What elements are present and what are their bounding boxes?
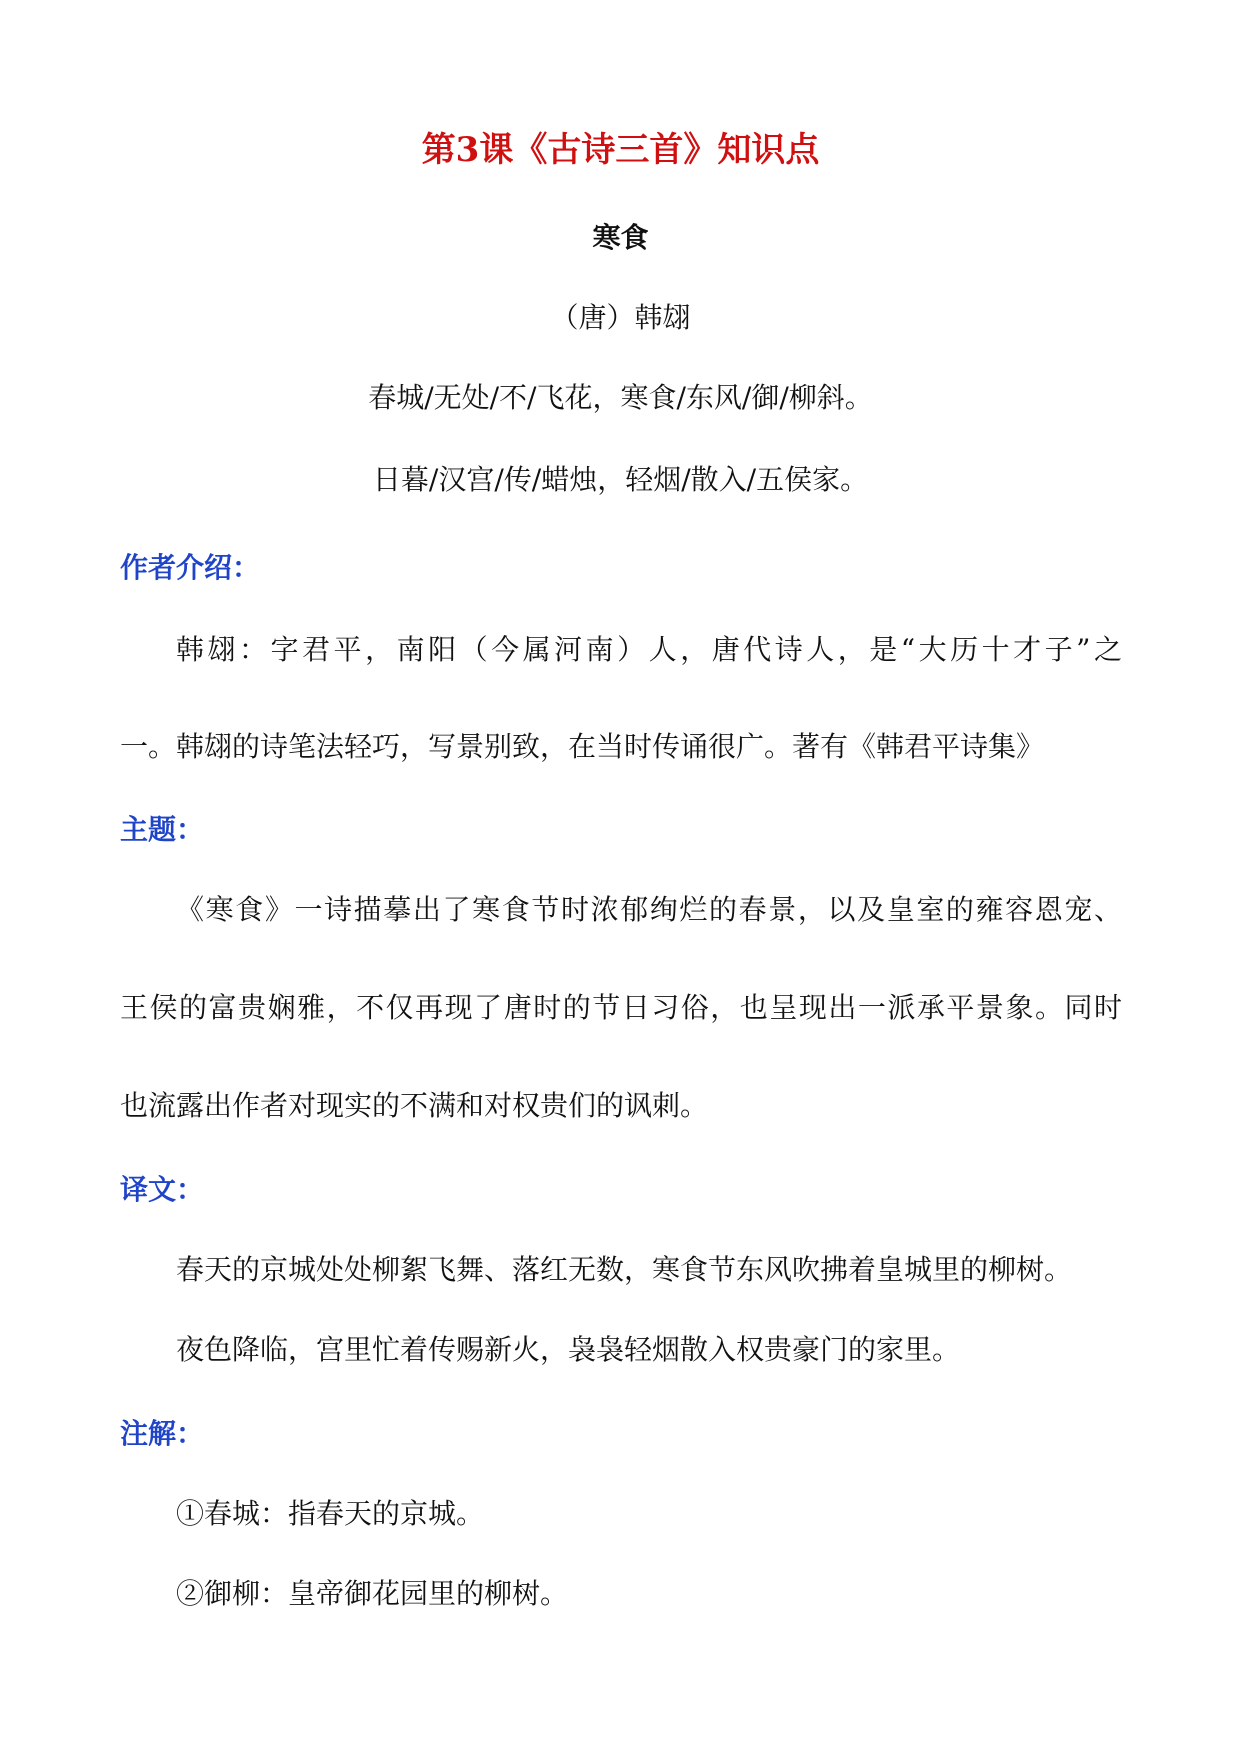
poem-line: 日暮/汉宫/传/蜡烛，轻烟/散入/五侯家。 [372, 463, 869, 496]
page-title: 第3课《古诗三首》知识点 [421, 130, 820, 170]
theme-line: 王侯的富贵娴雅，不仅再现了唐时的节日习俗，也呈现出一派承平景象。同时 [120, 991, 1122, 1024]
poem-line: 春城/无处/不/飞花，寒食/东风/御/柳斜。 [368, 381, 873, 414]
notes-heading: 注解： [120, 1417, 205, 1450]
note-item: ②御柳：皇帝御花园里的柳树。 [176, 1577, 569, 1610]
note-item: ①春城：指春天的京城。 [176, 1497, 485, 1530]
theme-line: 也流露出作者对现实的不满和对权贵们的讽刺。 [120, 1089, 709, 1122]
translation-heading: 译文： [120, 1173, 205, 1206]
poem-author: （唐）韩翃 [550, 301, 691, 334]
theme-line: 《寒食》一诗描摹出了寒食节时浓郁绚烂的春景，以及皇室的雍容恩宠、 [176, 893, 1122, 926]
author-intro-line: 韩翃：字君平，南阳（今属河南）人，唐代诗人，是“大历十才子”之 [176, 633, 1122, 666]
author-intro-heading: 作者介绍： [120, 551, 261, 584]
author-intro-line: 一。韩翃的诗笔法轻巧，写景别致，在当时传诵很广。著有《韩君平诗集》 [120, 730, 1045, 763]
translation-line: 夜色降临，宫里忙着传赐新火，袅袅轻烟散入权贵豪门的家里。 [176, 1333, 961, 1366]
poem-title: 寒食 [592, 221, 649, 254]
translation-line: 春天的京城处处柳絮飞舞、落红无数，寒食节东风吹拂着皇城里的柳树。 [176, 1253, 1073, 1286]
theme-heading: 主题： [120, 813, 205, 846]
